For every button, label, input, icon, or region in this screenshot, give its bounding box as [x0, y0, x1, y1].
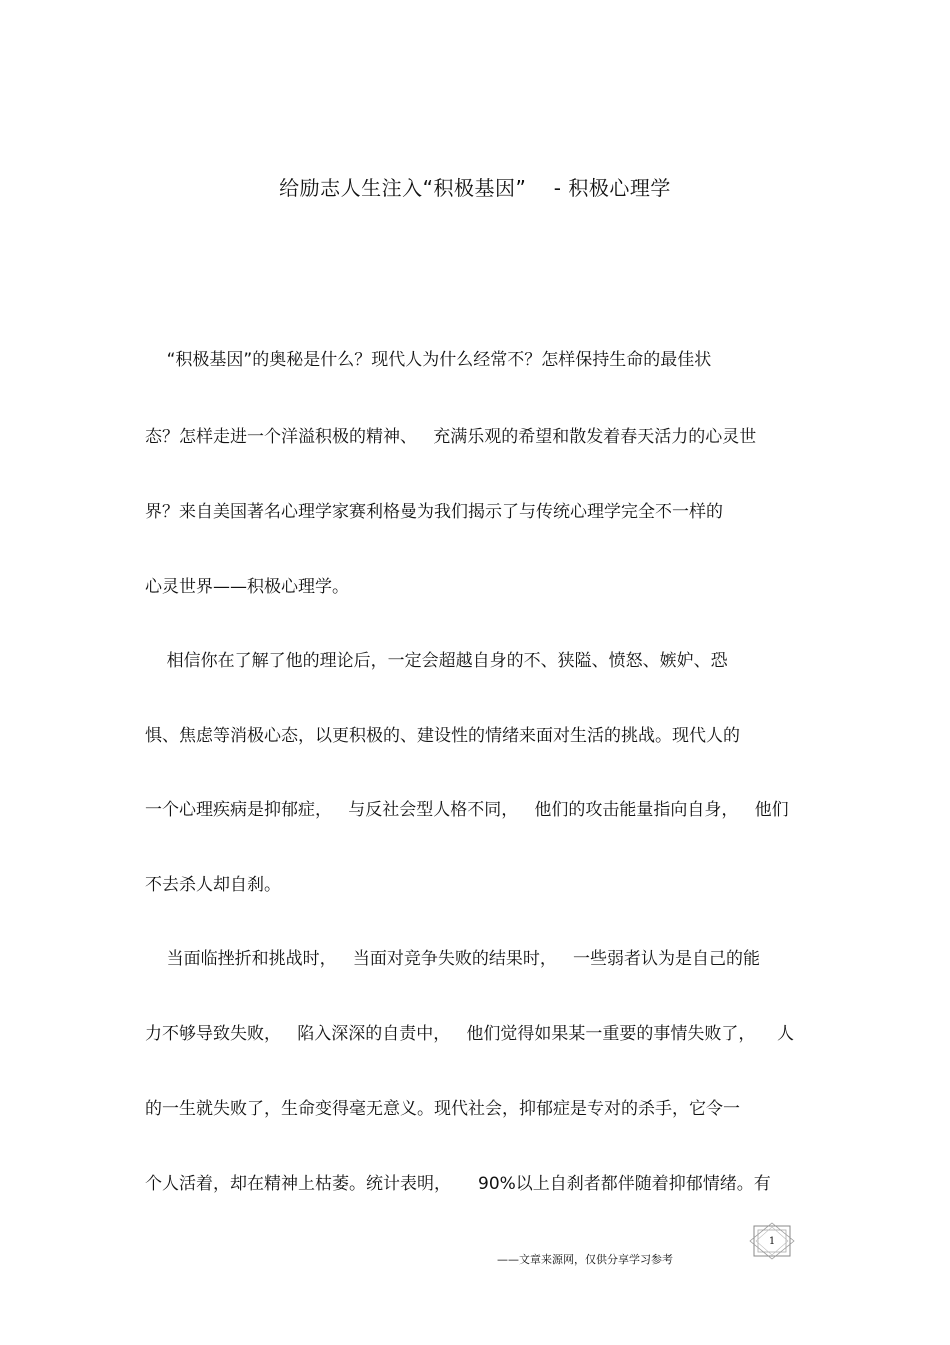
document-title: 给励志人生注入“积极基因” - 积极心理学 — [279, 176, 671, 200]
body-line: 个人活着，却在精神上枯萎。统计表明， 90%以上自刹者都伴随着抑郁情绪。有 — [145, 1174, 771, 1194]
body-line: 态？怎样走进一个洋溢积极的精神、 充满乐观的希望和散发着春天活力的心灵世 — [145, 427, 757, 447]
body-line: “积极基因”的奥秘是什么？现代人为什么经常不？怎样保持生命的最佳状 — [145, 350, 712, 370]
body-line: 心灵世界——积极心理学。 — [145, 577, 349, 597]
footer-source-note: ——文章来源网，仅供分享学习参考 — [497, 1253, 673, 1266]
body-line: 不去杀人却自刹。 — [145, 875, 281, 895]
page-number: 1 — [768, 1236, 776, 1247]
body-line: 当面临挫折和挑战时， 当面对竞争失败的结果时， 一些弱者认为是自己的能 — [145, 949, 761, 969]
body-line: 的一生就失败了，生命变得毫无意义。现代社会，抑郁症是专对的杀手，它令一 — [145, 1099, 740, 1119]
body-line: 一个心理疾病是抑郁症， 与反社会型人格不同， 他们的攻击能量指向自身， 他们 — [145, 800, 789, 820]
body-line: 力不够导致失败， 陷入深深的自责中， 他们觉得如果某一重要的事情失败了， 人 — [145, 1024, 795, 1044]
body-line: 相信你在了解了他的理论后，一定会超越自身的不、狭隘、愤怒、嫉妒、恐 — [145, 651, 728, 671]
body-line: 惧、焦虑等消极心态，以更积极的、建设性的情绪来面对生活的挑战。现代人的 — [145, 726, 740, 746]
body-line: 界？来自美国著名心理学家赛利格曼为我们揭示了与传统心理学完全不一样的 — [145, 502, 723, 522]
